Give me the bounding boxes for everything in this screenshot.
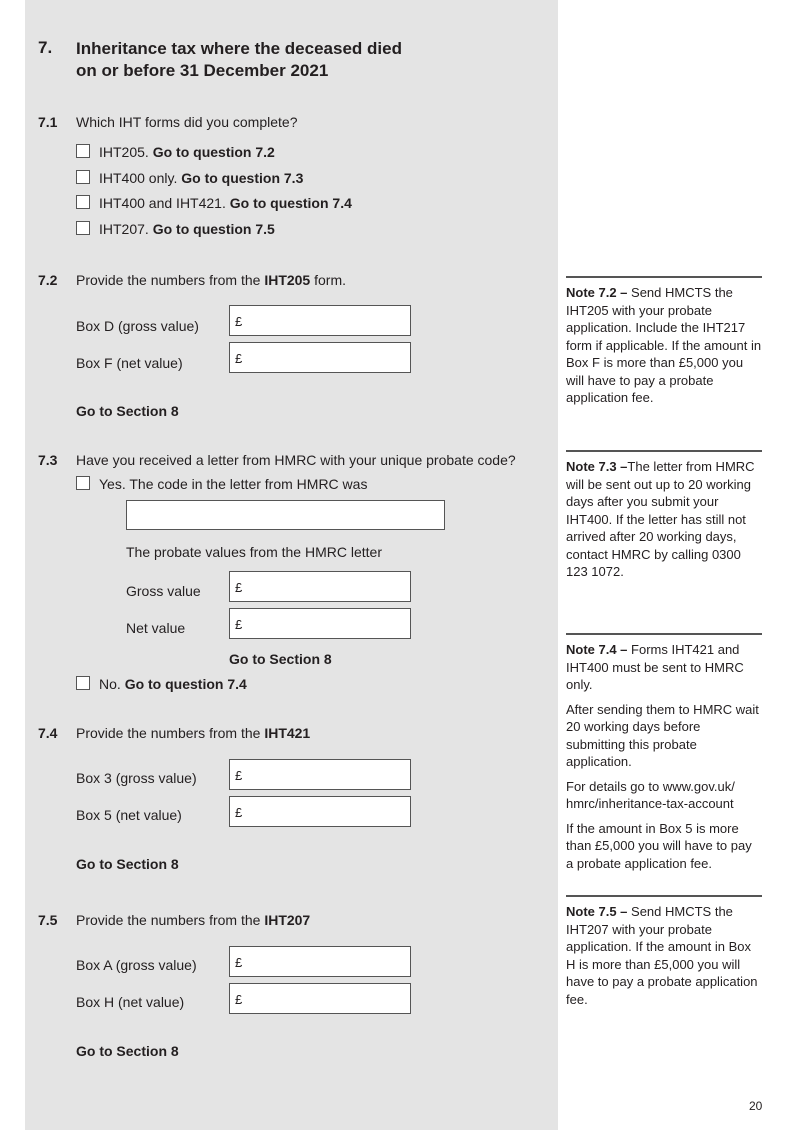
currency-symbol: £ bbox=[235, 992, 243, 1007]
section-title-line2: on or before 31 December 2021 bbox=[76, 61, 329, 80]
goto-section-8: Go to Section 8 bbox=[76, 1043, 179, 1059]
question-text-part: Provide the numbers from the bbox=[76, 725, 265, 741]
note-paragraph: For details go to www.gov.uk/ hmrc/inheritance-tax-account bbox=[566, 778, 735, 811]
question-number-7-2: 7.2 bbox=[38, 272, 58, 288]
currency-symbol: £ bbox=[235, 617, 243, 632]
option-goto: Go to question 7.4 bbox=[229, 195, 352, 211]
net-value-label: Net value bbox=[126, 620, 186, 636]
box-3-field[interactable] bbox=[229, 759, 411, 790]
probate-code-field[interactable] bbox=[126, 500, 445, 530]
note-title: Note 7.4 – bbox=[566, 642, 628, 657]
question-number-7-3: 7.3 bbox=[38, 452, 58, 468]
question-form-name: IHT421 bbox=[264, 725, 311, 741]
question-text-part: Provide the numbers from the bbox=[76, 272, 265, 288]
section-title-line1: Inheritance tax where the deceased died bbox=[76, 39, 402, 58]
box-3-label: Box 3 (gross value) bbox=[76, 770, 197, 786]
note-paragraph: After sending them to HMRC wait 20 working days before submitting this probate application. bbox=[566, 701, 759, 769]
currency-symbol: £ bbox=[235, 805, 243, 820]
box-f-label: Box F (net value) bbox=[76, 355, 183, 371]
option-goto: Go to question 7.3 bbox=[181, 170, 304, 186]
option-label: IHT205. bbox=[99, 144, 149, 160]
note-title: Note 7.3 – bbox=[566, 459, 628, 474]
note-7-2 bbox=[566, 276, 762, 414]
option-label: IHT400 only. bbox=[99, 170, 178, 186]
question-text-7-4 bbox=[76, 725, 310, 741]
option-goto: Go to question 7.2 bbox=[152, 144, 275, 160]
checkbox-iht205[interactable] bbox=[76, 144, 90, 158]
note-7-3 bbox=[566, 450, 762, 588]
note-title: Note 7.2 – bbox=[566, 285, 628, 300]
no-option bbox=[99, 676, 247, 692]
checkbox-iht400-iht421[interactable] bbox=[76, 195, 90, 209]
gross-value-field[interactable] bbox=[229, 571, 411, 602]
option-iht400-only bbox=[99, 170, 303, 186]
page-number: 20 bbox=[749, 1099, 763, 1113]
question-text-7-3: Have you received a letter from HMRC with your unique probate code? bbox=[76, 452, 516, 468]
question-text-7-2 bbox=[76, 272, 346, 288]
question-form-name: IHT205 bbox=[264, 272, 311, 288]
question-number-7-4: 7.4 bbox=[38, 725, 58, 741]
checkbox-no[interactable] bbox=[76, 676, 90, 690]
checkbox-iht207[interactable] bbox=[76, 221, 90, 235]
option-iht205 bbox=[99, 144, 275, 160]
note-body: The letter from HMRC will be sent out up to 20 working days after you submit your IHT400. If the letter has still not arrived after 20 working days, contact HMRC by calling 0300 123 1072. bbox=[566, 459, 755, 579]
yes-label: Yes. The code in the letter from HMRC was bbox=[99, 476, 368, 492]
box-a-label: Box A (gross value) bbox=[76, 957, 197, 973]
box-a-field[interactable] bbox=[229, 946, 411, 977]
goto-section-8: Go to Section 8 bbox=[76, 856, 179, 872]
box-f-field[interactable] bbox=[229, 342, 411, 373]
note-7-5 bbox=[566, 895, 762, 1015]
question-text-7-1: Which IHT forms did you complete? bbox=[76, 114, 298, 130]
checkbox-yes[interactable] bbox=[76, 476, 90, 490]
note-7-4 bbox=[566, 633, 762, 879]
checkbox-iht400-only[interactable] bbox=[76, 170, 90, 184]
goto-section-8: Go to Section 8 bbox=[229, 651, 332, 667]
section-title bbox=[76, 38, 402, 82]
option-label: IHT400 and IHT421. bbox=[99, 195, 226, 211]
section-number: 7. bbox=[38, 38, 53, 57]
probate-values-heading: The probate values from the HMRC letter bbox=[126, 544, 382, 560]
question-number-7-1: 7.1 bbox=[38, 114, 58, 130]
currency-symbol: £ bbox=[235, 955, 243, 970]
box-5-label: Box 5 (net value) bbox=[76, 807, 182, 823]
box-d-field[interactable] bbox=[229, 305, 411, 336]
box-d-label: Box D (gross value) bbox=[76, 318, 199, 334]
box-h-field[interactable] bbox=[229, 983, 411, 1014]
note-paragraph: If the amount in Box 5 is more than £5,000 you will have to pay a probate application fee. bbox=[566, 820, 752, 871]
question-form-name: IHT207 bbox=[264, 912, 311, 928]
no-goto: Go to question 7.4 bbox=[124, 676, 247, 692]
option-label: IHT207. bbox=[99, 221, 149, 237]
question-text-part: form. bbox=[310, 272, 347, 288]
question-text-part: Provide the numbers from the bbox=[76, 912, 265, 928]
option-iht400-iht421 bbox=[99, 195, 352, 211]
currency-symbol: £ bbox=[235, 351, 243, 366]
note-body: Send HMCTS the IHT205 with your probate application. Include the IHT217 form if applicable. If the amount in Box F is more than £5,000 you will have to pay a probate application fee. bbox=[566, 285, 762, 405]
currency-symbol: £ bbox=[235, 768, 243, 783]
currency-symbol: £ bbox=[235, 580, 243, 595]
option-iht207 bbox=[99, 221, 275, 237]
box-5-field[interactable] bbox=[229, 796, 411, 827]
net-value-field[interactable] bbox=[229, 608, 411, 639]
box-h-label: Box H (net value) bbox=[76, 994, 185, 1010]
question-text-7-5 bbox=[76, 912, 310, 928]
question-number-7-5: 7.5 bbox=[38, 912, 58, 928]
gross-value-label: Gross value bbox=[126, 583, 201, 599]
note-body: Forms IHT421 and IHT400 must be sent to HMRC only. bbox=[566, 642, 744, 692]
note-body: Send HMCTS the IHT207 with your probate application. If the amount in Box H is more than £5,000 you will have to pay a probate application fee. bbox=[566, 904, 758, 1007]
goto-section-8: Go to Section 8 bbox=[76, 403, 179, 419]
note-title: Note 7.5 – bbox=[566, 904, 628, 919]
no-label: No. bbox=[99, 676, 121, 692]
currency-symbol: £ bbox=[235, 314, 243, 329]
option-goto: Go to question 7.5 bbox=[152, 221, 275, 237]
